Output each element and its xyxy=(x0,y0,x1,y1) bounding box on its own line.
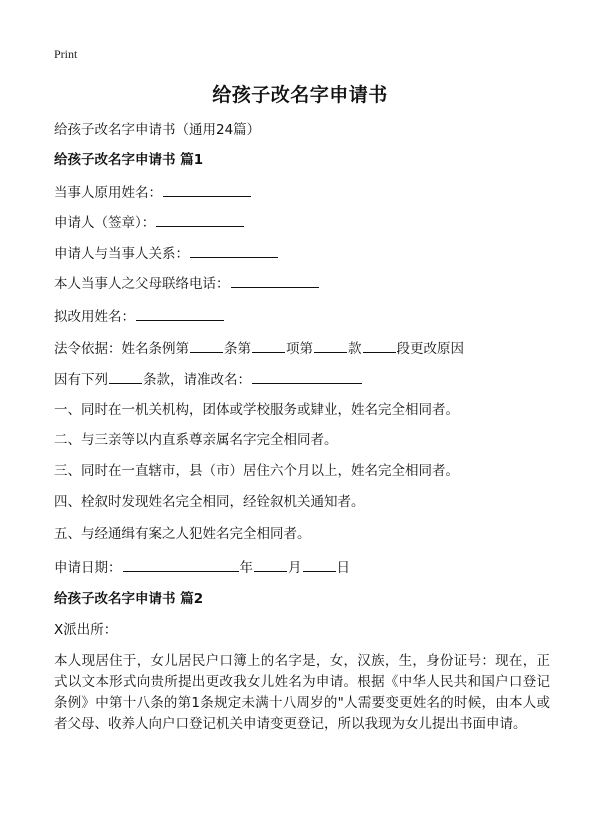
blank-line xyxy=(303,558,336,572)
field-label: 本人当事人之父母联络电话： xyxy=(54,276,230,292)
list-item: 五、与经通缉有案之人犯姓名完全相同者。 xyxy=(54,526,311,542)
list-item: 二、与三亲等以内直系尊亲属名字完全相同者。 xyxy=(54,432,338,448)
blank-line xyxy=(190,339,223,353)
blank-line xyxy=(363,339,396,353)
blank-line xyxy=(254,558,287,572)
list-item: 四、栓叙时发现姓名完全相同，经铨叙机关通知者。 xyxy=(54,494,365,510)
field-label: 当事人原用姓名： xyxy=(54,185,162,201)
date-prefix: 申请日期： xyxy=(54,560,122,576)
blank-line xyxy=(190,244,278,258)
field-label: 申请人（签章）： xyxy=(54,215,156,231)
blank-line xyxy=(136,307,224,321)
legal-basis-xiang: 项第 xyxy=(286,341,313,357)
date-day: 日 xyxy=(336,560,350,576)
section2-heading: 给孩子改名字申请书 篇2 xyxy=(54,591,204,607)
reason-middle: 条款，请准改名： xyxy=(143,372,251,388)
legal-basis-suffix: 段更改原因 xyxy=(396,341,464,357)
field-label: 拟改用姓名： xyxy=(54,309,135,325)
blank-line xyxy=(252,339,285,353)
field-relationship xyxy=(54,244,279,262)
legal-basis-kuan: 款 xyxy=(348,341,362,357)
blank-line xyxy=(123,558,239,572)
blank-line xyxy=(314,339,347,353)
field-applicant xyxy=(54,213,245,231)
blank-line xyxy=(231,274,319,288)
field-proposed-name xyxy=(54,307,225,325)
legal-basis-tiao: 条第 xyxy=(224,341,251,357)
document-title: 给孩子改名字申请书 xyxy=(212,84,388,106)
reason-line xyxy=(54,370,363,388)
list-item: 三、同时在一直辖市，县（市）居住六个月以上，姓名完全相同者。 xyxy=(54,463,459,479)
body-paragraph: 本人现居住于，女儿居民户口簿上的名字是，女，汉族，生，身份证号：现在，正式以文本形式向贵所提出更改我女儿姓名为申请。根据《中华人民共和国户口登记条例》中第十八条的第1条规定未满十八周岁的"人需要变更姓名的时候，由本人或者父母、收养人向户口登记机关申请变更登记，所以我现为女儿提出书面申请。 xyxy=(54,653,550,732)
list-item: 一、同时在一机关机构，团体或学校服务或肄业，姓名完全相同者。 xyxy=(54,402,459,418)
field-parent-phone xyxy=(54,274,320,292)
blank-line xyxy=(252,370,362,384)
field-label: 申请人与当事人关系： xyxy=(54,246,189,262)
blank-line xyxy=(109,370,142,384)
reason-prefix: 因有下列 xyxy=(54,372,108,388)
date-month: 月 xyxy=(288,560,302,576)
field-original-name xyxy=(54,183,252,201)
application-date-line xyxy=(54,558,350,576)
blank-line xyxy=(163,183,251,197)
legal-basis-prefix: 法令依据：姓名条例第 xyxy=(54,341,189,357)
salutation: X派出所： xyxy=(54,622,118,638)
blank-line xyxy=(156,213,244,227)
section1-heading: 给孩子改名字申请书 篇1 xyxy=(54,152,204,168)
print-link[interactable]: Print xyxy=(54,47,78,61)
date-year: 年 xyxy=(239,560,253,576)
document-subtitle: 给孩子改名字申请书（通用24篇） xyxy=(54,122,261,138)
legal-basis-line xyxy=(54,339,464,357)
